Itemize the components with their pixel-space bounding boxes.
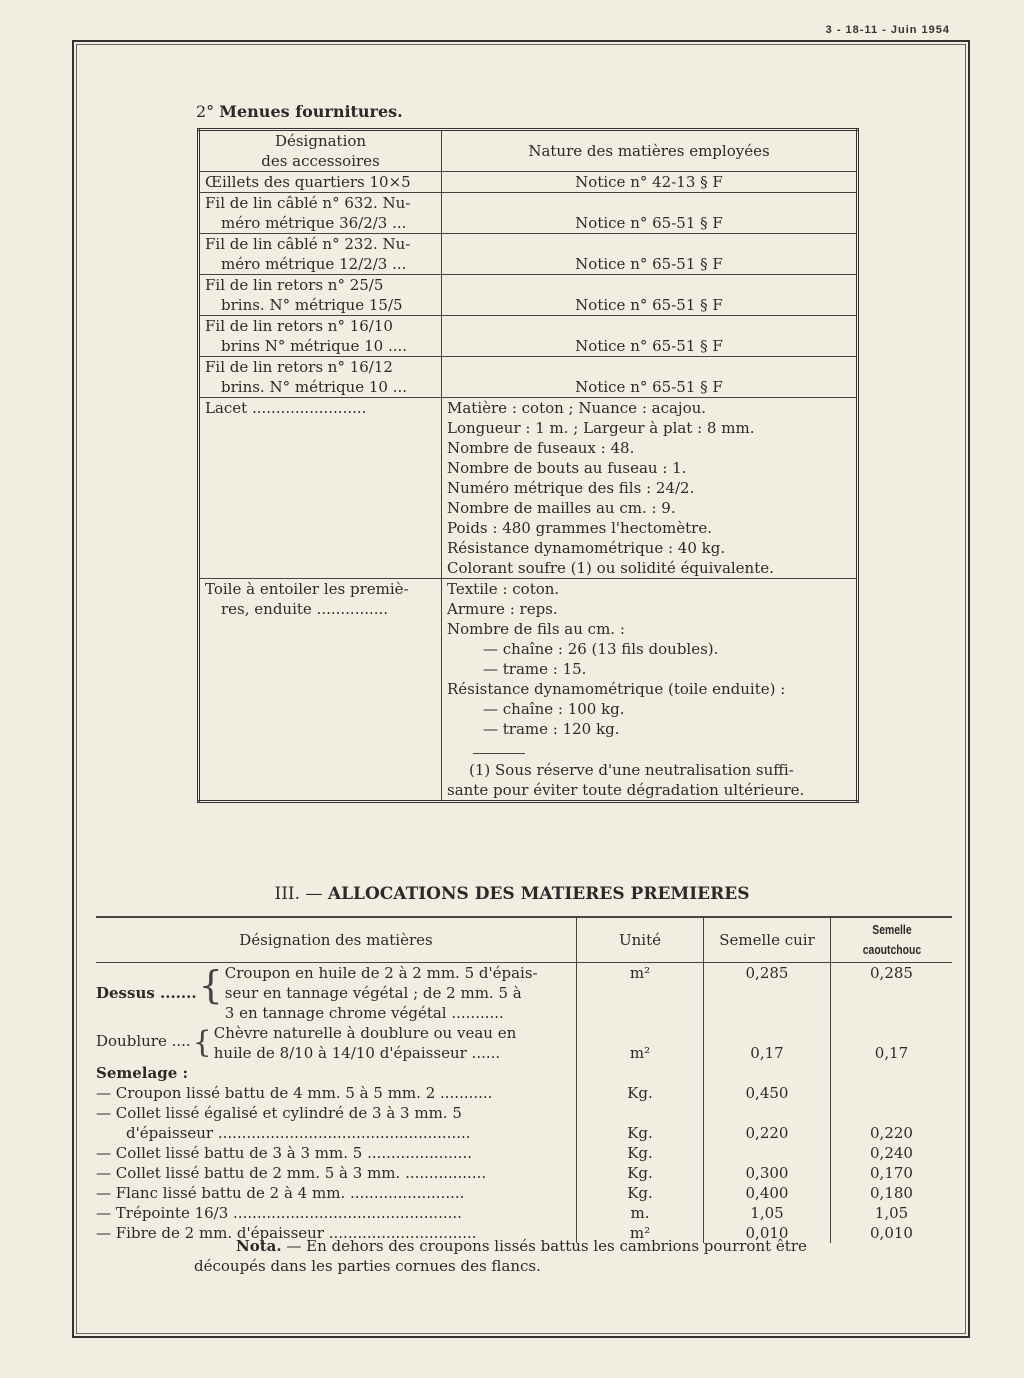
section3-num: III. — [274, 884, 323, 904]
accessory-designation [199, 579, 442, 802]
accessory-nature [442, 275, 858, 316]
table1-row [199, 172, 858, 193]
semelage-row [96, 1203, 952, 1223]
material-unit: Kg. [577, 1083, 704, 1103]
material-unit: Kg. [577, 1103, 704, 1143]
col-header-nature: Nature des matières employées [528, 142, 770, 160]
section3-heading: ALLOCATIONS DES MATIERES PREMIERES [327, 884, 750, 904]
material-designation [96, 1083, 577, 1103]
accessory-nature [442, 316, 858, 357]
material-line: — Flanc lissé battu de 2 à 4 mm. ........................ [96, 1184, 465, 1202]
material-line: — Collet lissé battu de 2 mm. 5 à 3 mm. ................. [96, 1164, 487, 1182]
dessus-cuir: 0,285 [704, 963, 831, 1024]
designation-line: Fil de lin retors n° 25/5 [205, 276, 384, 294]
designation-line: Toile à entoiler les premiè- [205, 580, 409, 598]
material-designation [96, 1103, 577, 1143]
nature-line: Résistance dynamométrique : 40 kg. [447, 539, 726, 557]
accessory-designation [199, 357, 442, 398]
nature-line: Poids : 480 grammes l'hectomètre. [447, 519, 712, 537]
designation-line: brins. N° métrique 15/5 [221, 296, 403, 314]
material-semelle-caoutchouc [831, 1083, 953, 1103]
material-designation [96, 1183, 577, 1203]
material-semelle-cuir: 1,05 [704, 1203, 831, 1223]
section2-num: 2° [196, 102, 215, 121]
table1-row [199, 316, 858, 357]
material-line: d'épaisseur ..................................................... [126, 1124, 471, 1142]
designation-line: res, enduite ............... [221, 600, 389, 618]
nota-text: — En dehors des croupons lissés battus les cambrions pourront être découpés dans les parties cornues des flancs. [194, 1237, 807, 1275]
designation-line: Fil de lin câblé n° 232. Nu- [205, 235, 411, 253]
designation-line: Fil de lin retors n° 16/10 [205, 317, 393, 335]
row-doublure [96, 1023, 952, 1063]
designation-line: méro métrique 36/2/3 ... [221, 214, 407, 232]
accessories-table [197, 128, 859, 803]
designation-line: Œillets des quartiers 10×5 [205, 173, 411, 191]
doublure-text-line: huile de 8/10 à 14/10 d'épaisseur ...... [213, 1044, 501, 1062]
col-header-semelle-cuir: Semelle cuir [704, 917, 831, 963]
table1-row [199, 357, 858, 398]
footnote-line: (1) Sous réserve d'une neutralisation suffi- [469, 761, 794, 779]
footnote-line: sante pour éviter toute dégradation ultérieure. [447, 781, 805, 799]
nature-line: Nombre de bouts au fuseau : 1. [447, 459, 687, 477]
footnote [447, 753, 851, 800]
semelage-row [96, 1083, 952, 1103]
dessus-text-line: seur en tannage végétal ; de 2 mm. 5 à [224, 984, 522, 1002]
nature-line: — chaîne : 100 kg. [483, 700, 625, 718]
brace-glyph: { [198, 963, 223, 1007]
designation-line: brins N° métrique 10 .... [221, 337, 408, 355]
semelage-row [96, 1163, 952, 1183]
nature-line: Longueur : 1 m. ; Largeur à plat : 8 mm. [447, 419, 755, 437]
nature-line: Nombre de fils au cm. : [447, 620, 625, 638]
brace-glyph: { [192, 1025, 212, 1060]
nota-paragraph [194, 1236, 864, 1276]
table1-row [199, 579, 858, 802]
nature-line: Numéro métrique des fils : 24/2. [447, 479, 695, 497]
footnote-rule [473, 753, 525, 754]
nature-line: — chaîne : 26 (13 fils doubles). [483, 640, 719, 658]
dessus-unit: m² [577, 963, 704, 1024]
semelage-label: Semelage : [96, 1063, 577, 1083]
material-unit: Kg. [577, 1163, 704, 1183]
section2-title [196, 102, 403, 121]
doublure-text-line: Chèvre naturelle à doublure ou veau en [213, 1024, 517, 1042]
material-designation [96, 1143, 577, 1163]
nature-line: Nombre de fuseaux : 48. [447, 439, 635, 457]
accessory-designation [199, 172, 442, 193]
nota-label: Nota. [236, 1237, 282, 1255]
nature-line: — trame : 15. [483, 660, 587, 678]
accessory-nature [442, 579, 858, 802]
page-header: 3 - 18-11 - Juin 1954 [825, 24, 950, 36]
material-semelle-cuir: 0,010 [704, 1223, 831, 1243]
material-designation [96, 1203, 577, 1223]
semelage-row [96, 1143, 952, 1163]
dessus-caoutchouc: 0,285 [870, 964, 913, 982]
col-header-semelle-caoutchouc: Semelle caoutchouc [843, 917, 940, 963]
designation-line: Fil de lin câblé n° 632. Nu- [205, 194, 411, 212]
dessus-text-line: Croupon en huile de 2 à 2 mm. 5 d'épais- [224, 964, 538, 982]
material-line: — Collet lissé battu de 3 à 3 mm. 5 ...................... [96, 1144, 472, 1162]
material-semelle-cuir: 0,300 [704, 1163, 831, 1183]
designation-line: Fil de lin retors n° 16/12 [205, 358, 393, 376]
accessory-designation [199, 316, 442, 357]
table1-row [199, 275, 858, 316]
material-semelle-cuir: 0,400 [704, 1183, 831, 1203]
nature-line: Notice n° 42-13 § F [575, 173, 723, 191]
nature-line: Colorant soufre (1) ou solidité équivalente. [447, 559, 774, 577]
table1-row [199, 398, 858, 579]
nature-line: Résistance dynamométrique (toile enduite) : [447, 680, 786, 698]
nature-line: — trame : 120 kg. [483, 720, 620, 738]
material-designation [96, 1163, 577, 1183]
material-semelle-cuir [704, 1143, 831, 1163]
table1-header-row [199, 130, 858, 172]
material-semelle-caoutchouc: 0,220 [870, 1124, 913, 1142]
accessory-nature [442, 398, 858, 579]
semelage-row [96, 1183, 952, 1203]
material-semelle-caoutchouc: 0,170 [870, 1164, 913, 1182]
nature-line: Textile : coton. [447, 580, 560, 598]
dessus-label: Dessus ....... [96, 984, 197, 1002]
doublure-caoutchouc: 0,17 [874, 1044, 909, 1062]
material-unit: Kg. [577, 1143, 704, 1163]
row-semelage-label [96, 1063, 952, 1083]
nature-line: Notice n° 65-51 § F [575, 214, 723, 232]
nature-line: Notice n° 65-51 § F [575, 296, 723, 314]
doublure-unit: m² [577, 1023, 704, 1063]
material-unit: m. [577, 1203, 704, 1223]
designation-line: Lacet ........................ [205, 399, 367, 417]
section3-title [0, 884, 1024, 904]
material-semelle-cuir: 0,220 [704, 1103, 831, 1143]
row-dessus [96, 963, 952, 1024]
material-line: — Fibre de 2 mm. d'épaisseur ............................... [96, 1224, 477, 1242]
col-header-designation: Désignation des accessoires [199, 130, 442, 172]
material-semelle-cuir: 0,450 [704, 1083, 831, 1103]
accessory-designation [199, 275, 442, 316]
nature-line: Notice n° 65-51 § F [575, 255, 723, 273]
material-unit: Kg. [577, 1183, 704, 1203]
semelage-row [96, 1103, 952, 1143]
table1-row [199, 234, 858, 275]
material-line: — Trépointe 16/3 ................................................ [96, 1204, 462, 1222]
material-semelle-caoutchouc: 0,010 [870, 1224, 913, 1242]
accessory-designation [199, 398, 442, 579]
material-line: — Croupon lissé battu de 4 mm. 5 à 5 mm. 2 ........... [96, 1084, 493, 1102]
designation-line: brins. N° métrique 10 ... [221, 378, 408, 396]
doublure-label: Doublure .... [96, 1032, 191, 1050]
nature-line: Matière : coton ; Nuance : acajou. [447, 399, 707, 417]
nature-line: Armure : reps. [447, 600, 558, 618]
accessory-nature [442, 234, 858, 275]
material-semelle-caoutchouc: 1,05 [874, 1204, 909, 1222]
allocations-table [96, 916, 952, 1243]
accessory-nature [442, 193, 858, 234]
material-line: — Collet lissé égalisé et cylindré de 3 à 3 mm. 5 [96, 1104, 462, 1122]
material-semelle-caoutchouc: 0,180 [870, 1184, 913, 1202]
accessory-designation [199, 193, 442, 234]
material-semelle-caoutchouc: 0,240 [870, 1144, 913, 1162]
designation-line: méro métrique 12/2/3 ... [221, 255, 407, 273]
col-header-unite: Unité [577, 917, 704, 963]
material-unit: m² [577, 1223, 704, 1243]
nature-line: Notice n° 65-51 § F [575, 337, 723, 355]
section2-heading: Menues fournitures. [219, 102, 403, 121]
accessory-designation [199, 234, 442, 275]
table1-row [199, 193, 858, 234]
nature-line: Notice n° 65-51 § F [575, 378, 723, 396]
col-header-designation: Désignation des matières [96, 917, 577, 963]
accessory-nature [442, 357, 858, 398]
doublure-cuir: 0,17 [704, 1023, 831, 1063]
dessus-text-line: 3 en tannage chrome végétal ........... [224, 1004, 504, 1022]
accessory-nature [442, 172, 858, 193]
nature-line: Nombre de mailles au cm. : 9. [447, 499, 676, 517]
